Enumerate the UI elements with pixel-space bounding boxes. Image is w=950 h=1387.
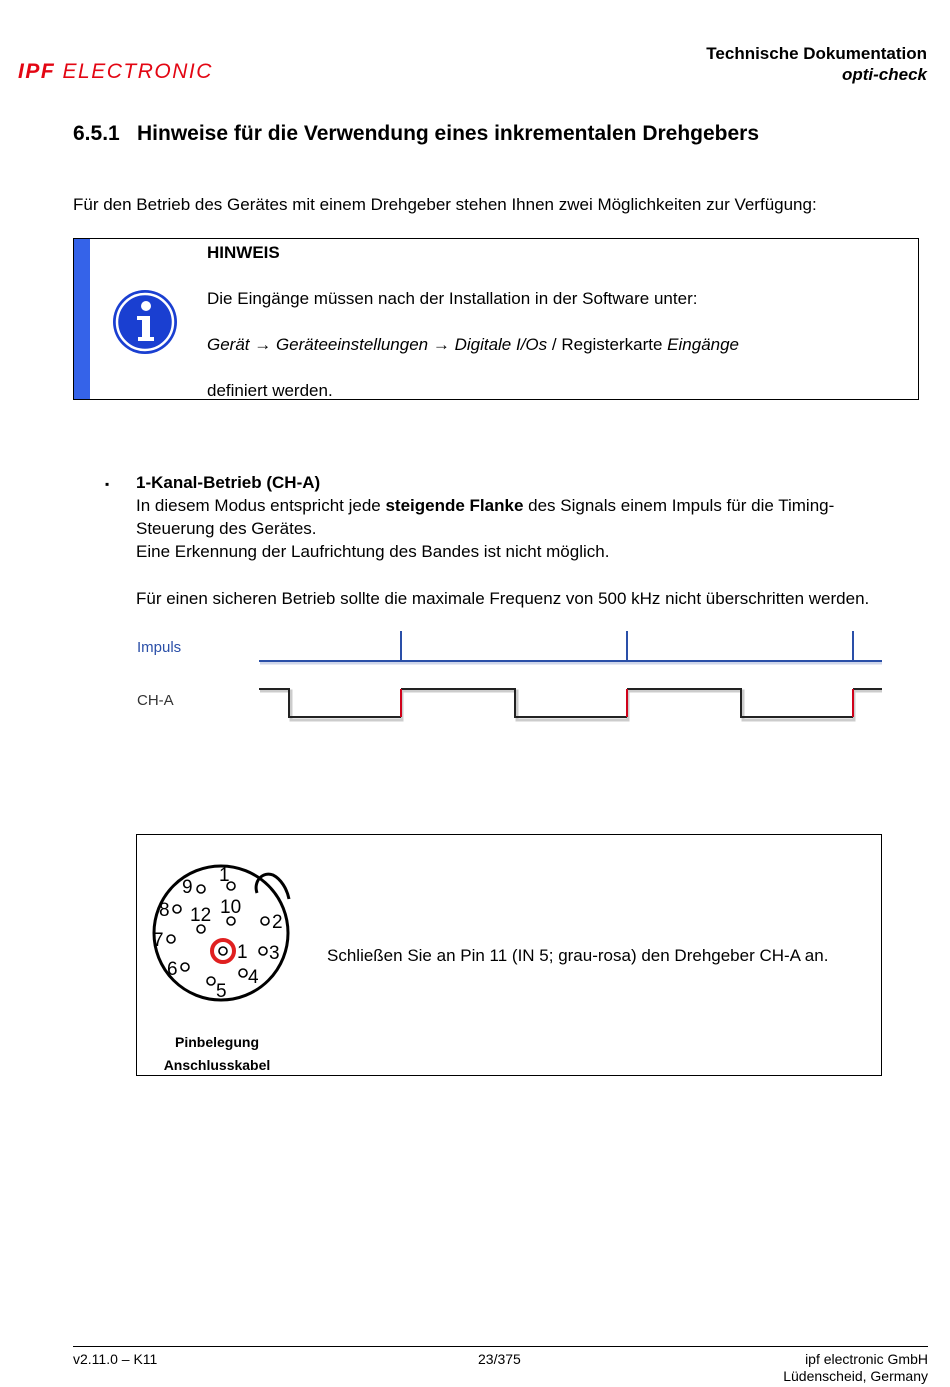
section-heading (73, 122, 759, 146)
rising-edges (401, 689, 853, 717)
logo-text: ELECTRONIC (62, 60, 213, 83)
note-line-3: definiert werden. (207, 381, 333, 400)
menu-path: Gerät → Geräteeinstellungen → Digitale I/Os (207, 335, 548, 354)
pin-label: 7 (153, 930, 164, 951)
pin-label: 1 (237, 942, 248, 963)
pinout-box (136, 834, 882, 1076)
cha-signal (259, 689, 882, 717)
footer-company (783, 1351, 928, 1385)
document-title: Technische Dokumentation (706, 44, 927, 63)
note-accent-bar (74, 239, 90, 399)
impuls-label: Impuls (137, 639, 182, 656)
connector-pinout-diagram (149, 863, 299, 1005)
cha-label: CH-A (137, 692, 174, 709)
footer-company-location: Lüdenscheid, Germany (783, 1368, 928, 1384)
pin-label: 3 (269, 943, 280, 964)
pin-label: 9 (182, 877, 193, 898)
section-number: 6.5.1 (73, 122, 120, 145)
bullet-marker: ▪ (105, 477, 110, 491)
pin-label: 8 (159, 900, 170, 921)
menu-path-separator: / Registerkarte (547, 335, 668, 354)
pinout-instruction: Schließen Sie an Pin 11 (IN 5; grau-rosa) den Drehgeber CH-A an. (327, 946, 829, 965)
note-line-1: Die Eingänge müssen nach der Installation in der Software unter: (207, 289, 698, 308)
document-header (706, 43, 927, 85)
info-icon (112, 289, 178, 355)
mode-text-before: In diesem Modus entspricht jede (136, 496, 386, 515)
note-box (73, 238, 919, 400)
footer-company-name: ipf electronic GmbH (805, 1351, 928, 1367)
pin-label: 1 (219, 865, 230, 886)
pinout-caption (127, 1031, 307, 1077)
pin-label: 12 (190, 905, 212, 926)
mode-paragraph-3: Für einen sicheren Betrieb sollte die maximale Frequenz von 500 kHz nicht überschritten werden. (136, 589, 870, 608)
highlighted-pin-ring (212, 940, 234, 962)
menu-path-tab: Eingänge (667, 335, 740, 354)
footer-divider (73, 1346, 928, 1347)
section-title: Hinweise für die Verwendung eines inkrementalen Drehgebers (137, 122, 760, 145)
pin-label: 10 (220, 897, 242, 918)
pinout-caption-line-2: Anschlusskabel (163, 1057, 271, 1073)
note-heading: HINWEIS (207, 243, 280, 262)
timing-diagram (130, 625, 890, 730)
document-subtitle: opti-check (841, 65, 927, 84)
mode-paragraph-1 (136, 496, 834, 516)
mode-text-after: des Signals einem Impuls für die Timing- (523, 496, 835, 515)
pin-label: 4 (248, 967, 259, 988)
intro-paragraph: Für den Betrieb des Gerätes mit einem Drehgeber stehen Ihnen zwei Möglichkeiten zur Verfügung: (73, 195, 817, 214)
mode-paragraph-1-line-2: Steuerung des Gerätes. (136, 519, 317, 538)
footer-page-number: 23/375 (478, 1351, 521, 1367)
impuls-signal (259, 631, 882, 661)
company-logo (18, 60, 213, 84)
mode-title: 1-Kanal-Betrieb (CH-A) (136, 473, 321, 492)
pin-label: 6 (167, 959, 178, 980)
pinout-caption-line-1: Pinbelegung (175, 1034, 259, 1050)
logo-brand: IPF (18, 60, 56, 83)
note-menu-path (207, 335, 739, 355)
pin-label: 2 (272, 912, 283, 933)
mode-text-bold: steigende Flanke (385, 496, 524, 515)
footer-version: v2.11.0 – K11 (73, 1351, 158, 1367)
mode-paragraph-2: Eine Erkennung der Laufrichtung des Bandes ist nicht möglich. (136, 542, 610, 561)
pin-label: 5 (216, 981, 227, 1002)
